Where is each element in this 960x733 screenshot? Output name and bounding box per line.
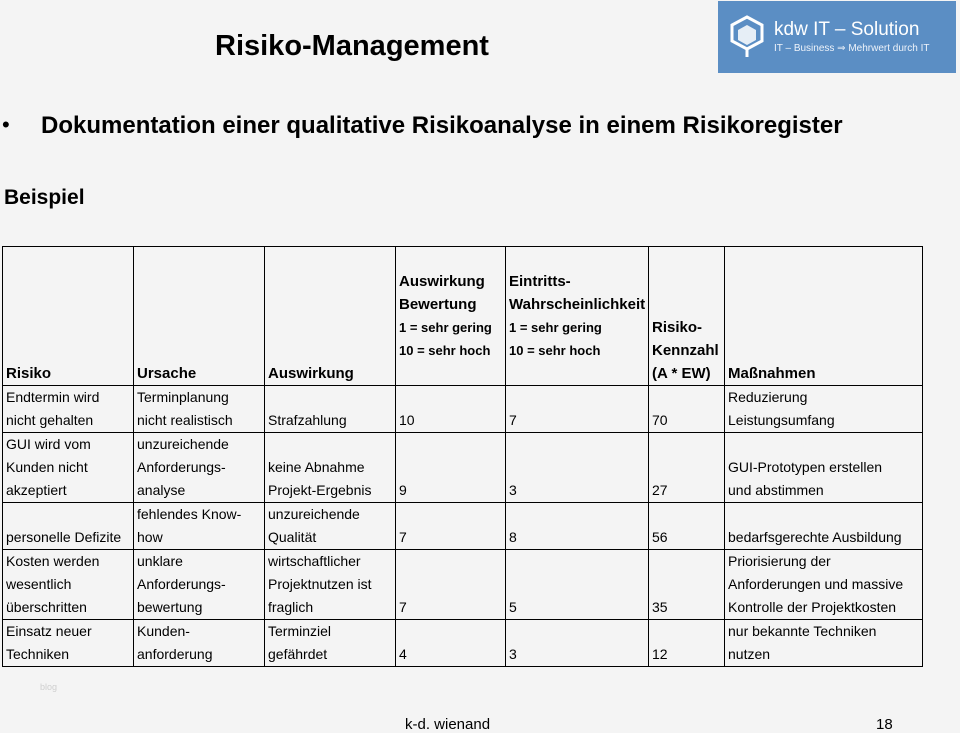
cell-ursache: Terminplanung nicht realistisch [134,386,265,433]
table-header-row [3,247,923,386]
cell-ursache: Kunden- anforderung [134,620,265,667]
logo-tagline: IT – Business ⇒ Mehrwert durch IT [774,43,930,54]
table-row [3,550,923,620]
cell-bewertung: 10 [396,386,506,433]
cell-wahrscheinlichkeit: 3 [506,620,649,667]
cell-bewertung: 7 [396,550,506,620]
cell-wahrscheinlichkeit: 3 [506,433,649,503]
cell-risiko: personelle Defizite [3,503,134,550]
table-row [3,503,923,550]
cell-wahrscheinlichkeit: 7 [506,386,649,433]
cell-massnahmen: Reduzierung Leistungsumfang [725,386,923,433]
footer-author: k-d. wienand [405,716,491,733]
header-wahrscheinlichkeit-scale: 1 = sehr gering 10 = sehr hoch [509,320,602,358]
header-auswirkung: Auswirkung [265,247,396,386]
cell-massnahmen: nur bekannte Techniken nutzen [725,620,923,667]
watermark-text: blog [40,682,58,692]
cell-wahrscheinlichkeit: 5 [506,550,649,620]
cell-risiko: GUI wird vom Kunden nicht akzeptiert [3,433,134,503]
cell-auswirkung: keine Abnahme Projekt-Ergebnis [265,433,396,503]
header-massnahmen: Maßnahmen [725,247,923,386]
header-bewertung-scale: 1 = sehr gering 10 = sehr hoch [399,320,492,358]
cell-wahrscheinlichkeit: 8 [506,503,649,550]
cell-kennzahl: 12 [649,620,725,667]
risk-register-table [2,246,923,667]
cell-auswirkung: Terminziel gefährdet [265,620,396,667]
page-number: 18 [876,716,893,733]
cell-kennzahl: 56 [649,503,725,550]
company-logo [718,1,956,73]
logo-company-name: kdw IT – Solution [774,19,920,40]
bullet-text: Dokumentation einer qualitative Risikoanalyse in einem Risikoregister [41,112,843,139]
cell-kennzahl: 70 [649,386,725,433]
cell-risiko: Kosten werden wesentlich überschritten [3,550,134,620]
header-risiko: Risiko [3,247,134,386]
header-bewertung [396,247,506,386]
header-wahrscheinlichkeit [506,247,649,386]
header-kennzahl: Risiko- Kennzahl (A * EW) [649,247,725,386]
cell-ursache: unzureichende Anforderungs- analyse [134,433,265,503]
cell-bewertung: 9 [396,433,506,503]
table-row [3,433,923,503]
cell-kennzahl: 35 [649,550,725,620]
cell-massnahmen: Priorisierung der Anforderungen und massive Kontrolle der Projektkosten [725,550,923,620]
cell-ursache: fehlendes Know- how [134,503,265,550]
header-ursache: Ursache [134,247,265,386]
section-label: Beispiel [4,186,85,209]
cell-bewertung: 7 [396,503,506,550]
cell-auswirkung: wirtschaftlicher Projektnutzen ist fraglich [265,550,396,620]
cell-ursache: unklare Anforderungs- bewertung [134,550,265,620]
page-title: Risiko-Management [215,30,489,62]
cube-logo-icon [730,15,764,59]
table-row [3,620,923,667]
cell-auswirkung: unzureichende Qualität [265,503,396,550]
bullet-icon: • [2,112,10,137]
cell-risiko: Einsatz neuer Techniken [3,620,134,667]
header-bewertung-title: Auswirkung Bewertung [399,273,485,313]
cell-auswirkung: Strafzahlung [265,386,396,433]
cell-massnahmen: bedarfsgerechte Ausbildung [725,503,923,550]
table-row [3,386,923,433]
cell-risiko: Endtermin wird nicht gehalten [3,386,134,433]
header-wahrscheinlichkeit-title: Eintritts- Wahrscheinlichkeit [509,273,646,313]
cell-kennzahl: 27 [649,433,725,503]
cell-bewertung: 4 [396,620,506,667]
cell-massnahmen: GUI-Prototypen erstellen und abstimmen [725,433,923,503]
